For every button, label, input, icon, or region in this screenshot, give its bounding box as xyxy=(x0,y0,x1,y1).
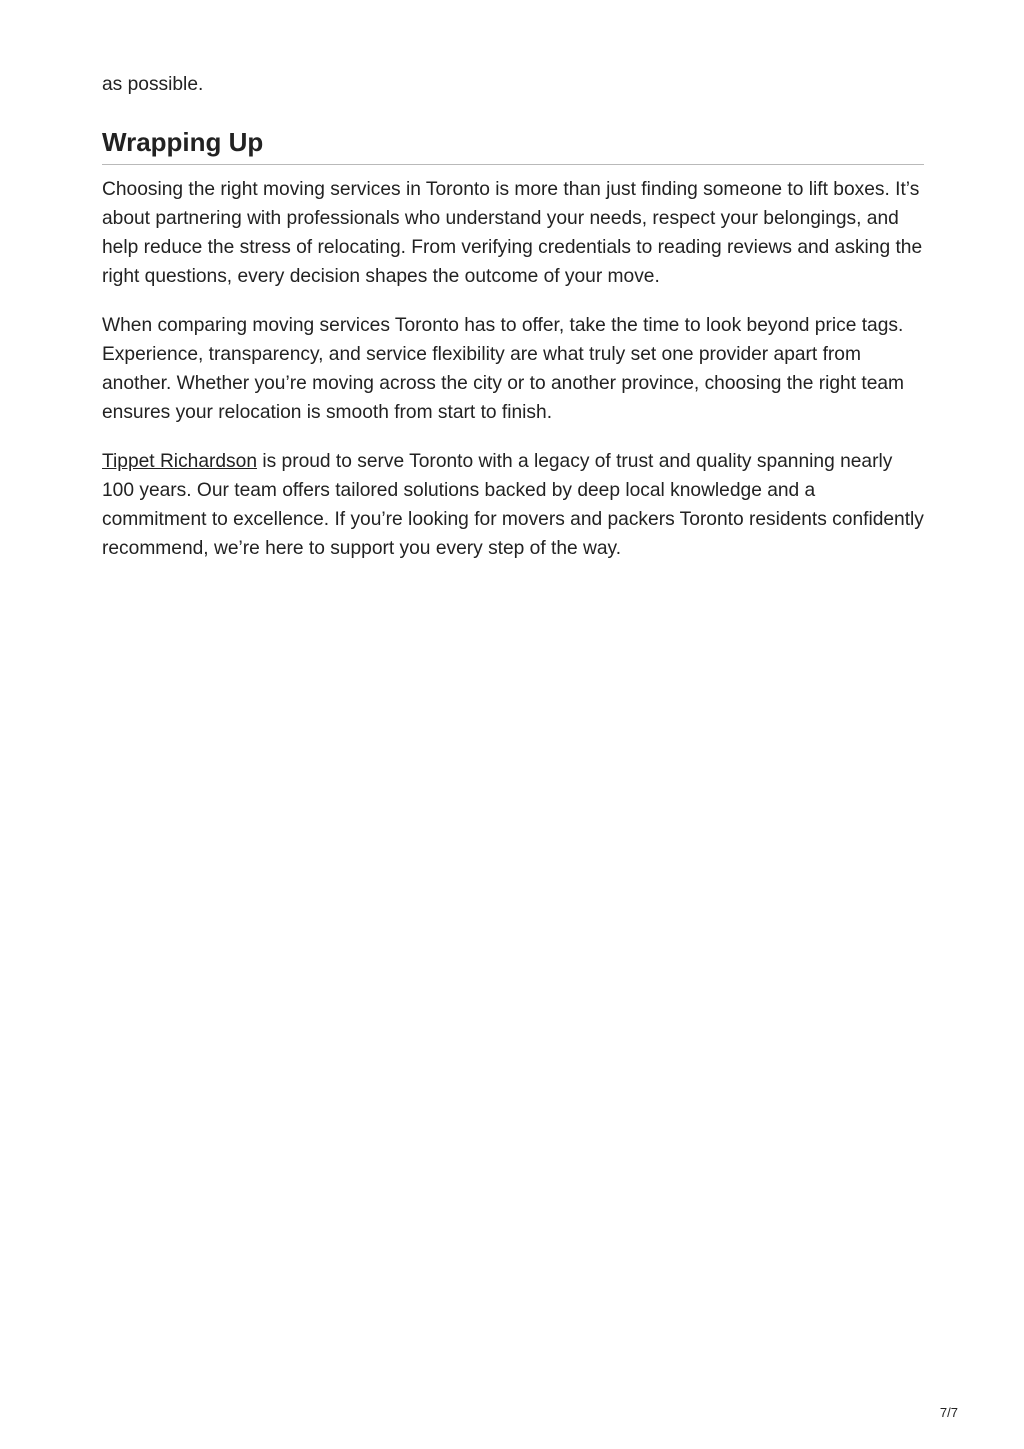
paragraph-3 xyxy=(102,447,924,563)
tippet-richardson-link[interactable]: Tippet Richardson xyxy=(102,451,257,472)
document-content xyxy=(102,70,924,563)
paragraph-3-text: is proud to serve Toronto with a legacy of trust and quality spanning nearly 100 years. Our team offers tailored solutions backed by deep local knowledge and a commitment to excellence. If you’re looking for movers and packers Toronto residents confidently recommend, we’re here to support you every step of the way. xyxy=(102,451,924,559)
section-heading: Wrapping Up xyxy=(102,125,924,165)
page-number: 7/7 xyxy=(939,1405,958,1420)
paragraph-2: When comparing moving services Toronto has to offer, take the time to look beyond price tags. Experience, transparency, and service flexibility are what truly set one provider apart from another. Whether you’re moving across the city or to another province, choosing the right team ensures your relocation is smooth from start to finish. xyxy=(102,315,905,423)
lead-fragment-text: as possible. xyxy=(102,74,204,95)
paragraph-1: Choosing the right moving services in Toronto is more than just finding someone to lift boxes. It’s about partnering with professionals who understand your needs, respect your belongings, and help reduce the stress of relocating. From verifying credentials to reading reviews and asking the right questions, every decision shapes the outcome of your move. xyxy=(102,179,923,287)
section-body xyxy=(102,175,924,563)
